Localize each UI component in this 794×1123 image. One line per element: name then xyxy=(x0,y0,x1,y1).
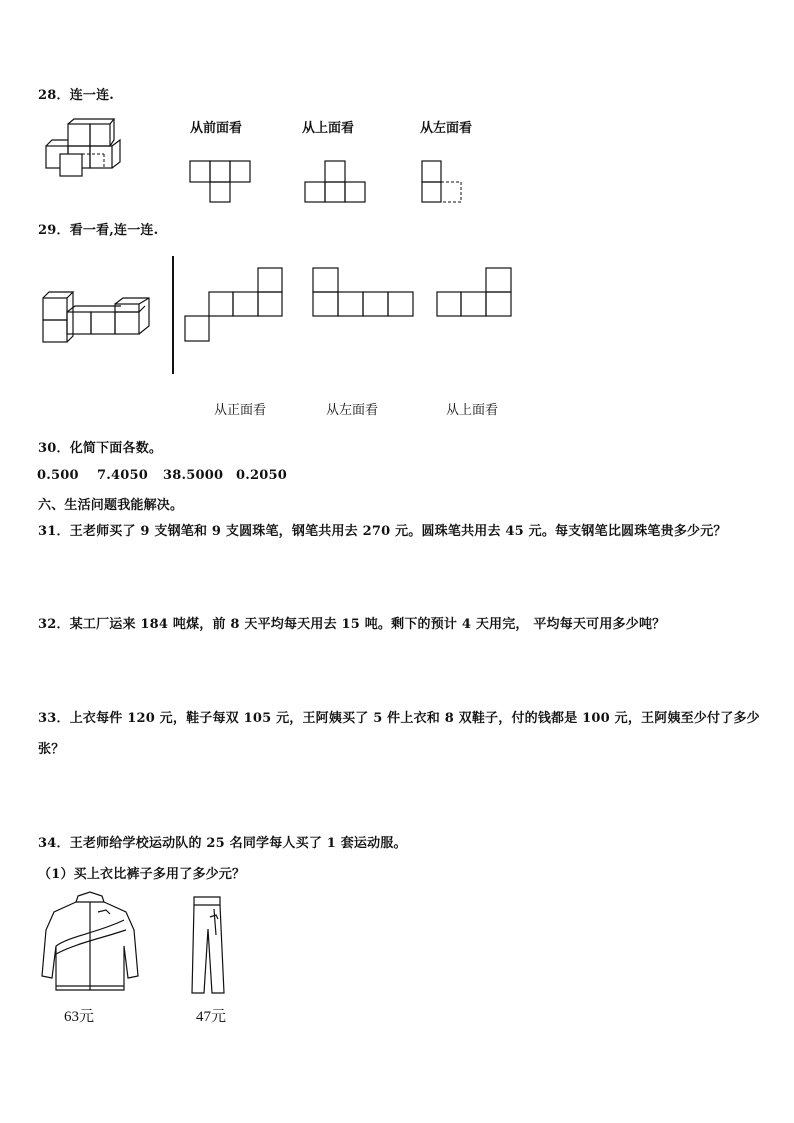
q29-option-c xyxy=(436,267,516,321)
q29-title: 29．看一看,连一连. xyxy=(38,223,159,238)
q34-sub1: （1）买上衣比裤子多用了多少元？ xyxy=(38,867,246,882)
q28-view-top-label: 从上面看 xyxy=(302,121,355,136)
q29-view-front-label: 从正面看 xyxy=(214,403,267,418)
q33-line2: 张？ xyxy=(38,742,65,757)
q31-text: 31．王老师买了 9 支钢笔和 9 支圆珠笔，钢笔共用去 270 元。圆珠笔共用去 45 元。每支钢笔比圆珠笔贵多少元？ xyxy=(38,524,727,539)
section6-title: 六、生活问题我能解决。 xyxy=(38,498,184,513)
q30-number-4: 0.2050 xyxy=(236,468,287,483)
q30-number-1: 0.500 xyxy=(37,468,79,483)
pants-price: 47元 xyxy=(196,1009,227,1025)
q29-view-left-label: 从左面看 xyxy=(326,403,379,418)
q28-cube-figure xyxy=(44,118,124,180)
q29-option-a xyxy=(183,267,285,345)
q29-divider xyxy=(172,256,174,374)
q28-view-top-shape xyxy=(304,160,368,204)
q29-cube-figure xyxy=(42,290,154,344)
q28-view-front-label: 从前面看 xyxy=(190,121,243,136)
q29-view-top-label: 从上面看 xyxy=(446,403,499,418)
q28-view-left-shape xyxy=(421,160,465,204)
jacket-image xyxy=(40,890,140,1000)
pants-image xyxy=(190,895,234,1005)
q29-option-b xyxy=(312,267,416,321)
q34-text: 34．王老师给学校运动队的 25 名同学每人买了 1 套运动服。 xyxy=(38,836,407,851)
q30-number-2: 7.4050 xyxy=(97,468,148,483)
q28-view-left-label: 从左面看 xyxy=(420,121,473,136)
q30-number-3: 38.5000 xyxy=(163,468,224,483)
q28-title: 28．连一连. xyxy=(38,88,115,103)
q32-text: 32．某工厂运来 184 吨煤，前 8 天平均每天用去 15 吨。剩下的预计 4 天用完， 平均每天可用多少吨？ xyxy=(38,617,666,632)
q33-line1: 33．上衣每件 120 元，鞋子每双 105 元，王阿姨买了 5 件上衣和 8 双鞋子，付的钱都是 100 元，王阿姨至少付了多少 xyxy=(38,711,760,726)
q30-title: 30．化简下面各数。 xyxy=(38,441,163,456)
q28-view-front-shape xyxy=(189,160,253,204)
jacket-price: 63元 xyxy=(64,1009,95,1025)
